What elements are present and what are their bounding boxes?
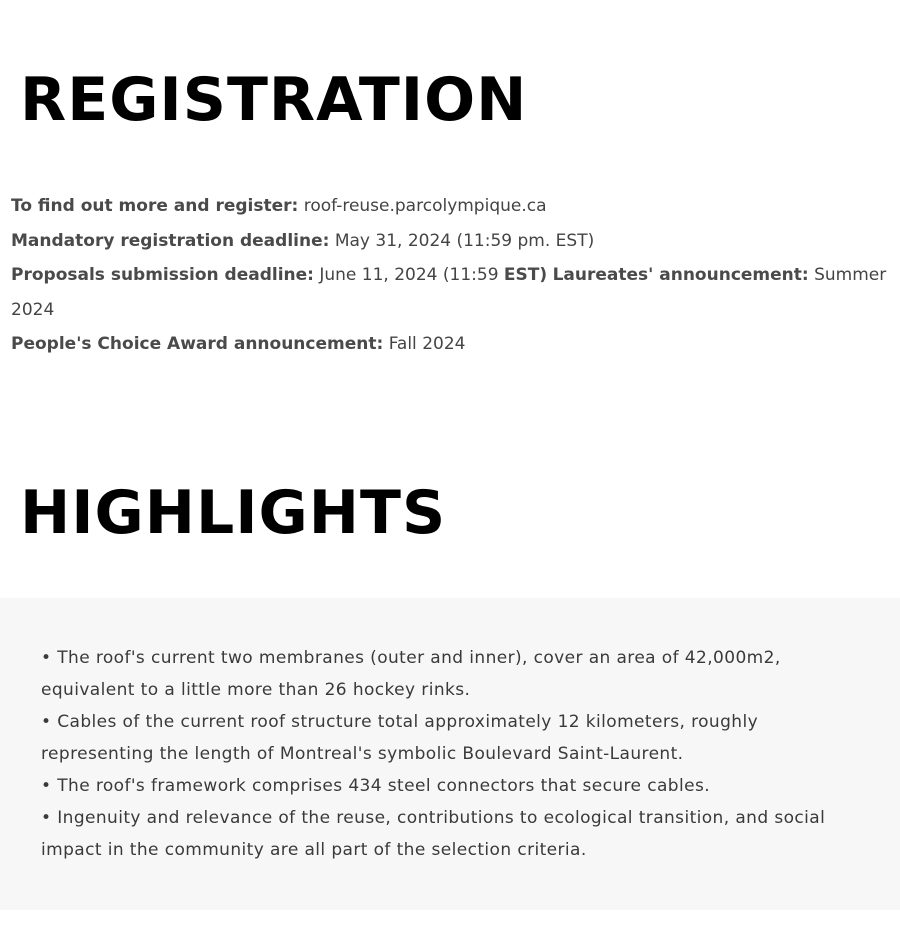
- peoples-choice-line: [11, 327, 891, 362]
- highlight-item: • The roof's current two membranes (outer and inner), cover an area of 42,000m2, equivalent to a little more than 26 hockey rinks.: [41, 648, 781, 700]
- proposals-deadline-label: Proposals submission deadline:: [11, 265, 314, 285]
- highlights-panel: [0, 598, 900, 910]
- proposals-deadline-line: [11, 258, 891, 327]
- mandatory-deadline-value: May 31, 2024 (11:59 pm. EST): [334, 230, 595, 251]
- highlight-item: • The roof's framework comprises 434 steel connectors that secure cables.: [41, 776, 711, 796]
- registration-details: [11, 189, 891, 362]
- mandatory-deadline-line: [11, 224, 891, 259]
- highlights-list: [41, 642, 861, 866]
- peoples-choice-value: Fall 2024: [388, 334, 466, 354]
- register-label: To find out more and register:: [11, 196, 299, 216]
- proposals-deadline-timezone: EST): [503, 265, 548, 285]
- highlight-item: • Cables of the current roof structure total approximately 12 kilometers, roughly representing the length of Montreal's symbolic Boulevard Saint-Laurent.: [41, 712, 759, 764]
- registration-heading: REGISTRATION: [20, 65, 528, 135]
- highlights-heading: HIGHLIGHTS: [20, 478, 447, 548]
- highlight-item: • Ingenuity and relevance of the reuse, contributions to ecological transition, and social impact in the community are all part of the selection criteria.: [41, 808, 826, 860]
- proposals-deadline-value: June 11, 2024 (11:59: [319, 265, 499, 285]
- mandatory-deadline-label: Mandatory registration deadline:: [11, 230, 330, 251]
- laureates-announcement-value: Summer 2024: [11, 265, 887, 320]
- peoples-choice-label: People's Choice Award announcement:: [11, 334, 384, 354]
- register-info-line: [11, 189, 891, 224]
- laureates-announcement-label: Laureates' announcement:: [552, 265, 809, 285]
- register-link[interactable]: roof-reuse.parcolympique.ca: [303, 196, 547, 216]
